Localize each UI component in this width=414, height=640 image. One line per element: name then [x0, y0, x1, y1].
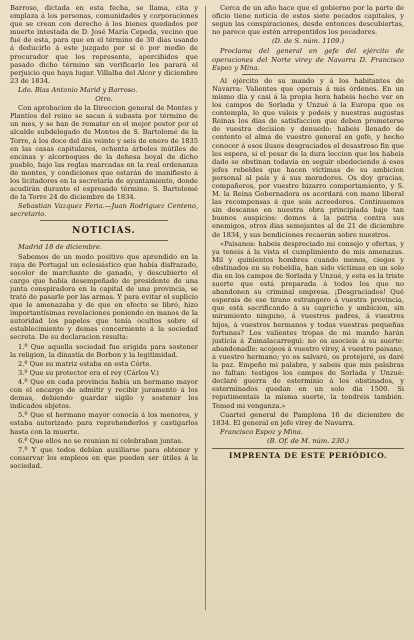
auction-notice-paragraph: Con aprobacion de la Direccion general de Montes y Plantíos del reino se sacan á subasta por término de un mes, y se han de rematar en el mejor postor por el alcalde subdelegado de Montes de S. Bartolomé de la Torre, á los doce del dia veinte y seis de enero de 1835 en las casas capitulares, ochenta árboles inútiles de encinas y alcornoques de la dehesa boyal de dicho pueblo, bajo las reglas marcadas en la real ordenanza de montes, y condiciones que estarán de manifiesto á los licitadores en la secretaría de ayuntamiento, donde acudirán durante el espresado término. S. Bartolomé de la Torre 24 de diciembre de 1834.	[10, 104, 198, 202]
proclamation-civilians-paragraph: «Paisanos: habeis despreciado mi consejo y ofertas, y ya teneis á la vista el cumplimiento de mis amenazas. Mil y quinientos hombres cuando menos, ciegos y obstinados en su rebeldía, han sido víctimas en un solo dia en los campos de Sorlada y Unzué, y esta es la triste suerte que está preparada á todos los que no abandonen su criminal empresa. ¡Desgraciados! Qué esperais de ese tirano estrangero á vuestra provincia, que está sacrificando á su capricho y ambicion, sin miramiento ninguno, á vuestros padres, á vuestros hijos, á vuestros hermanos y todas vuestras pequeñas fortunas? Los valientes tropas de mi mando harán justicia á Zumalacarregui: no os asocieis á su suerte: abandonadle: acojeos á vuestro virey, á vuestro paisano, á vuestro hermano; yo os salvaré, os protejeré, os daré la paz. Empeño mi palabra, y sabeis que mis palabras no faltan: testigos los campos de Sorlada y Unzué: declaré guerra de esterminio á los obstinados, y esterminados quedan en un solo dia 1500. Si reputimentais la misma suerte, la tendreis también. Temed mi venganza.»	[212, 239, 404, 410]
list-item: 2.º Que su matriz estaba en esta Córte.	[18, 359, 152, 368]
list-item: 6.º Que ellos no se reunian ni celebraban juntas.	[18, 436, 184, 445]
estate-notice-signature: Ldo. Blas Antonio Marid y Barroso.	[18, 85, 138, 94]
section-divider	[40, 220, 168, 221]
source-citation: (B. Of. de M. núm. 230.)	[267, 436, 349, 445]
list-item: 4.º Que en cada provincia había un hermano mayor con el encargo de admitir y recibir juramento á los demas, debiendo guardar sigilo y sostener los indicados objetos.	[10, 377, 198, 411]
list-item: 5.º Que el hermano mayor conocía á los menores, y estaba autorizado para reprehenderlos y castigarlos hasta con la muerte.	[10, 411, 198, 436]
sins-paragraph: Cerca de un año hace que el gobierno por la parte de oficio tiene noticia de estos siete pecados capitales, y segun las conspiraciones, desde entonces descubiertas, no parece que estén arrepentidos los pecadores.	[212, 4, 404, 37]
estate-notice-paragraph: Barroso, dictada en esta fecha, se llama, cita y emplaza á los personas, comunidades y corporaciones que se crean con derecho á los bienes quedados por muerte intestada de D. José María Cepeda, vecino que fué de esta, para que en el término de 30 dias usando á deducirlo á este juzgado por sí ó por medio de procurador que los represente, apercibidos que pasado dicho término sin verificarlo les parará el perjuicio que haya lugar. Villalba del Alcor y diciembre 23 de 1834.	[10, 4, 198, 85]
section-heading-noticias: NOTICIAS.	[72, 226, 136, 237]
column-divider	[205, 6, 206, 610]
left-column	[10, 4, 198, 636]
list-item: 1.º Que aquella sociedad fue erigida para sostener la religion, la dinastía de Borbon y la legitimidad.	[10, 342, 198, 359]
list-item: 3.º Que su protector era el rey (Cárlos V.)	[18, 368, 159, 377]
proclamation-army-paragraph: Al ejército de su mando y á los habitantes de Navarra: Valientes que operais á mis órdenes. En un mismo dia y casi á la propia hora habeis hecho ver en los campos de Sorlada y Unzué á la Europa que os contempla, lo que valeis y podeis y nuestras augustas Reinas los dias de satisfaccion que deben prometerse de vuestra decision y denuedo: habeis llenado de contento el alma de vuestro general en gefe, y hecho conocer á esos ilusos desgraciados el desastroso fin que les espera, si el pesar de la dura leccion que les habeis dado se obstinan todavía en seguir obedeciendo á esos jefes rebeldes que hacen víctimas de su ambicion personal al país y á sus moradores. Os doy gracias, compañeros, por vuestro bizarro comportamiento, y S. M. la Reina Gobernadora os acordará con mano liberal las recompensas á que sois acreedores. Continuemos sin descanso en nuestra obra principiada bajo tan buenos auspicios: demos á la patria contra sus enemigos, otros dias semejantes al de 21 de diciembre de 1834, y sus bendiciones recaerán sobre nuestros.	[212, 76, 404, 239]
declaration-list	[10, 343, 198, 470]
source-citation: (D. de S. núm. 1109.)	[272, 37, 344, 46]
proclamation-signature: Francisco Espoz y Mina.	[220, 427, 303, 436]
section-divider	[242, 74, 374, 75]
printer-footer: IMPRENTA DE ESTE PERIÓDICO.	[228, 450, 388, 460]
dateline: Madrid 18 de diciembre.	[18, 243, 103, 252]
news-paragraph: Sabemos de un modo positivo que aprendido en la raya de Portugal un eclesiástico que había disfrazado, socolor de marchante de ganado, y descubierto el cargo que había desempeñado de presidente de una junta conspiradora en la capital de una provincia, se trató de pasarle por las armas. Y para evitar el suplicio que le amenazaba y de que en efecto se libró, hizo importantísimas revelaciones poniendo en manos de la autoridad los papeles que tenía ocultos sobre el establecimiento y demas concerniente á la sociedad secreta. De su declaracion resulta:	[10, 252, 198, 342]
list-item: 7.º Y que todos debían auxiliarse para obtener y conservar los empleos en que pueden ser útiles á la sociedad.	[10, 445, 198, 470]
footer-rule	[212, 448, 404, 449]
section-divider	[40, 240, 168, 241]
proclamation-closing: Cuartel general de Pamplona 16 de diciembre de 1834. El general en jefe virey de Navarra.	[212, 410, 404, 427]
otro-label: Otro.	[95, 95, 113, 104]
right-column	[212, 4, 404, 636]
auction-notice-signature: Sebastian Vazquez Feria.—Juan Rodriguez Centeno, secretario.	[10, 202, 198, 219]
proclamation-title: Proclama del general en gefe del ejército de operaciones del Norte virey de Navarra D. Francisco Espoz y Mina.	[212, 47, 404, 72]
